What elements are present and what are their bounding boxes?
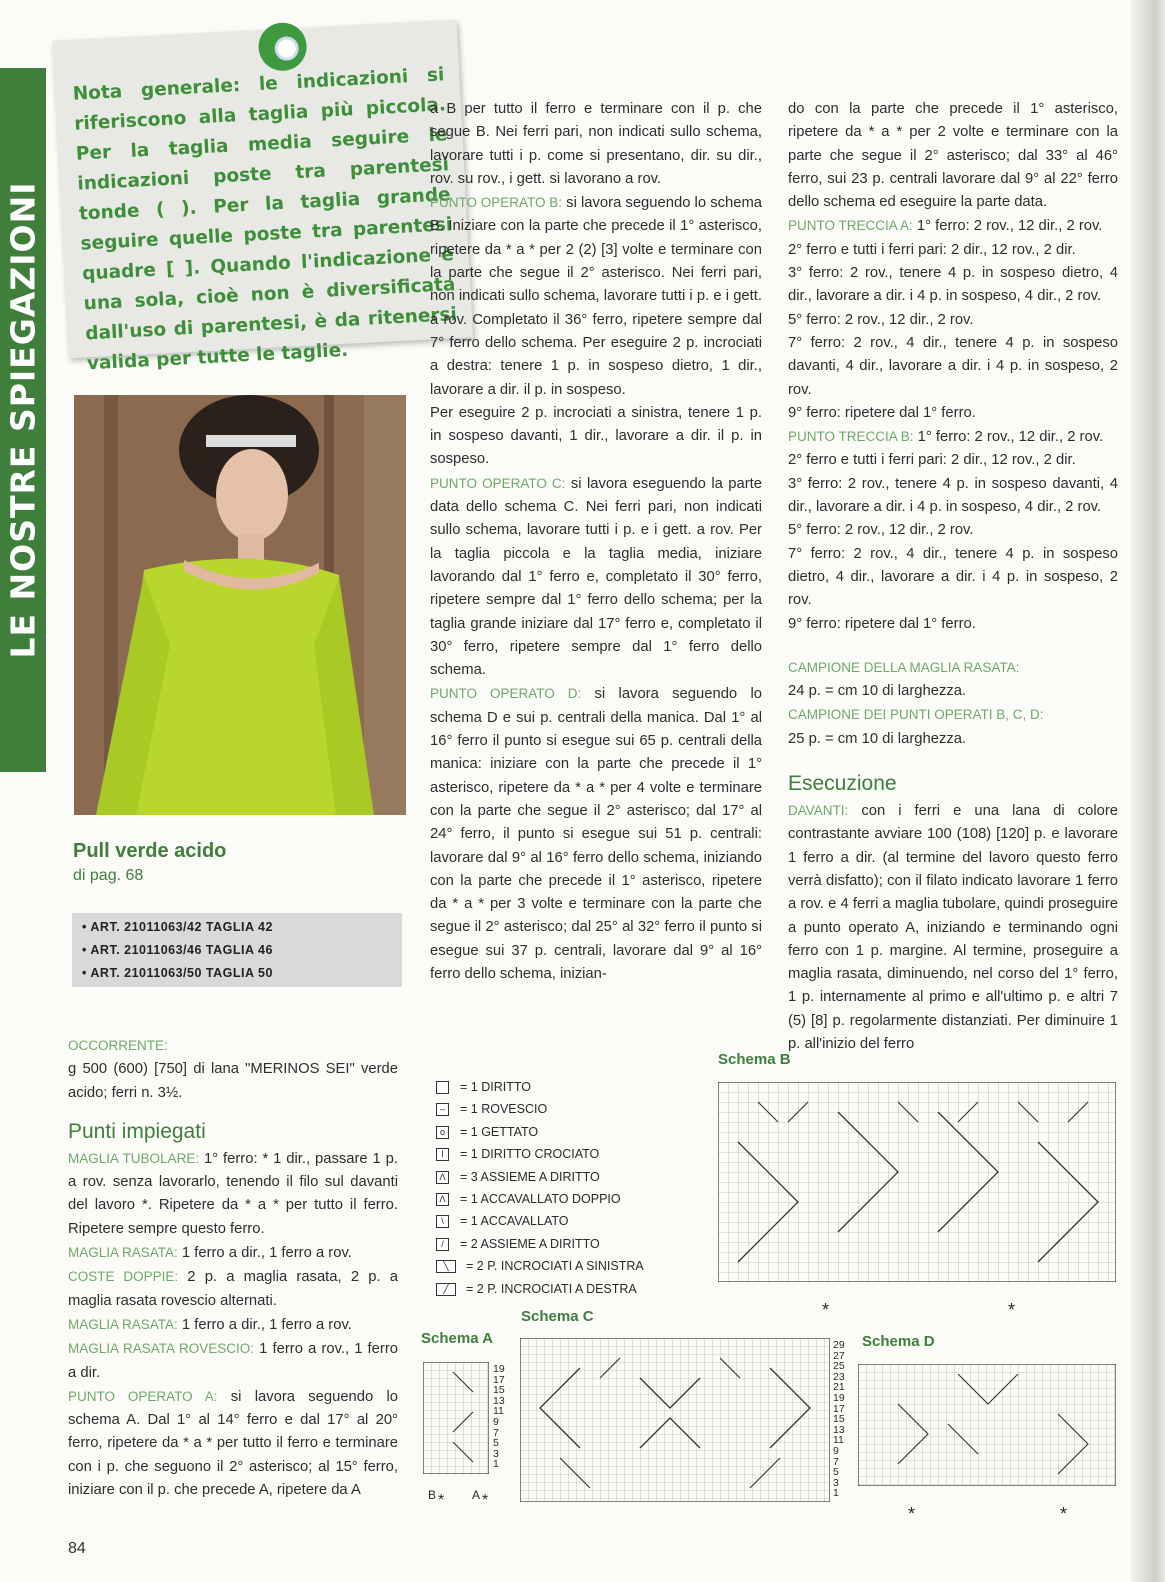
legend-row (436, 1278, 706, 1300)
legend-row (436, 1166, 706, 1188)
row-number: 9 (493, 1415, 499, 1428)
stitch-text: 1 ferro a dir., 1 ferro a rov. (177, 1245, 352, 1262)
stitch-label: PUNTO TRECCIA B: (788, 429, 914, 445)
stitch-label: MAGLIA RASATA: (68, 1245, 178, 1261)
column-1 (68, 1034, 398, 1502)
legend-row (436, 1143, 706, 1165)
gauge-text: 24 p. = cm 10 di larghezza. (788, 683, 967, 700)
schema-b-star: * (822, 1300, 830, 1320)
gauge-text: 25 p. = cm 10 di larghezza. (788, 730, 967, 747)
gauge-label: CAMPIONE DEI PUNTI OPERATI B, C, D: (788, 707, 1044, 723)
stitch-text: 1° ferro: * 1 dir., passare 1 p. a rov. senza lavorarlo, tenendo il filo sul davanti del lavoro *. Ripetere da * a * per tutto il ferro. Ripetere sempre questo ferro. (68, 1150, 399, 1237)
schema-d-star: * (908, 1504, 916, 1524)
schema-c-title: Schema C (521, 1308, 594, 1325)
sweater-illustration (74, 395, 406, 815)
schema-a-star: * (438, 1492, 445, 1509)
stitch-label: MAGLIA TUBOLARE: (68, 1150, 200, 1166)
schema-c-row-numbers (833, 1340, 845, 1499)
row-number: 3 (833, 1476, 839, 1489)
legend-row (436, 1188, 706, 1210)
schema-a-chart (423, 1362, 489, 1474)
stitch-line: 1° ferro: 2 rov., 12 dir., 2 rov. (912, 218, 1103, 235)
schema-b-star: * (1008, 1300, 1016, 1320)
stitch-line: 7° ferro: 2 rov., 4 dir., tenere 4 p. in sospeso davanti, 4 dir., lavorare a dir. i 4 p. in sospeso, 2 rov. (788, 334, 1118, 398)
legend-label: = 2 ASSIEME A DIRITTO (460, 1236, 600, 1251)
occorrente-label: OCCORRENTE: (68, 1038, 168, 1053)
legend-row (436, 1076, 706, 1098)
legend-symbol-icon: ╲ (436, 1260, 456, 1273)
stitch-text: 1 ferro a rov., 1 ferro a dir. (68, 1341, 398, 1381)
legend-label: = 3 ASSIEME A DIRITTO (460, 1169, 600, 1184)
stitch-line: 9° ferro: ripetere dal 1° ferro. (788, 404, 976, 421)
legend-label: = 2 P. INCROCIATI A DESTRA (466, 1281, 637, 1296)
article-item: • ART. 21011063/42 TAGLIA 42 (82, 920, 273, 934)
stitch-text: 1 ferro a dir., 1 ferro a rov. (177, 1316, 352, 1333)
schema-c-chart (520, 1338, 830, 1502)
stitch-text: si lavora eseguendo la parte data dello schema C. Nei ferri pari, non indicati sullo schema, lavorare tutti i p. e i gett. a rov. Per la taglia piccola e la taglia media, iniziare lavorando dal 1° ferro e, completato il 30° ferro, ripetere sempre dal 1° ferro dello schema; per la taglia grande iniziare dal 17° ferro e, completato il 30° ferro, ripetere sempre dal 1° ferro dello schema. (430, 475, 762, 679)
legend-symbol-icon: – (436, 1103, 449, 1116)
article-item: • ART. 21011063/50 TAGLIA 50 (82, 966, 273, 980)
schema-b-title: Schema B (718, 1051, 791, 1068)
legend-label: = 1 ACCAVALLATO DOPPIO (460, 1191, 621, 1206)
general-note-card (52, 20, 473, 375)
row-number: 27 (833, 1349, 845, 1362)
stitch-label: PUNTO TRECCIA A: (788, 218, 913, 234)
column-3 (788, 98, 1118, 1056)
section-tab-label: LE NOSTRE SPIEGAZIONI (3, 181, 43, 659)
esecuzione-title: Esecuzione (788, 772, 897, 796)
legend-label: = 1 ACCAVALLATO (460, 1214, 569, 1229)
row-number: 29 (833, 1339, 845, 1351)
schema-d-star: * (1060, 1504, 1068, 1524)
row-number: 25 (833, 1360, 845, 1373)
stitch-line: 2° ferro e tutti i ferri pari: 2 dir., 12 rov., 2 dir. (788, 241, 1076, 258)
row-number: 19 (833, 1391, 845, 1404)
article-item: • ART. 21011063/46 TAGLIA 46 (82, 943, 273, 957)
row-number: 19 (493, 1363, 505, 1375)
stitch-label: PUNTO OPERATO D: (430, 686, 582, 702)
legend-symbol-icon: o (436, 1126, 449, 1139)
davanti-text: con i ferri e una lana di colore contrastante avviare 100 (108) [120] p. e lavorare 1 ferro a dir. (al termine del lavoro questo ferro verrà disfatto); con il filato indicato lavorare 1 ferro a rov. e 4 ferri a maglia tubolare, quindi proseguire a punto operato A, iniziando e terminando ogni ferro con 1 p. margine. Al termine, proseguire a maglia rasata, diminuendo, nel corso del 1° ferro, 1 p. internamente al primo e all'ultimo p. e altri 7 (5) [8] p. regolarmente distanziati. Per diminuire 1 p. all'inizio del ferro (788, 803, 1118, 1052)
stitch-label: PUNTO OPERATO A: (68, 1388, 218, 1404)
schema-d-chart (858, 1364, 1116, 1486)
legend-row (436, 1233, 706, 1255)
article-list (72, 913, 402, 987)
schema-a-mark-a: A (472, 1488, 481, 1502)
column-2 (430, 98, 762, 986)
row-number: 7 (833, 1455, 839, 1468)
schema-d-title: Schema D (862, 1333, 935, 1350)
row-number: 9 (833, 1444, 839, 1457)
section-tab (0, 68, 46, 772)
stitch-line: 2° ferro e tutti i ferri pari: 2 dir., 12 rov., 2 dir. (788, 452, 1076, 469)
stitch-label: MAGLIA RASATA: (68, 1316, 178, 1332)
punti-title: Punti impiegati (68, 1119, 206, 1143)
row-number: 11 (493, 1405, 504, 1418)
legend-row (436, 1098, 706, 1120)
row-number: 1 (493, 1458, 499, 1471)
row-number: 13 (493, 1394, 505, 1407)
legend-symbol-icon: / (436, 1238, 449, 1251)
row-number: 7 (493, 1426, 499, 1439)
row-number: 17 (833, 1402, 845, 1415)
legend-row (436, 1255, 706, 1277)
row-number: 17 (493, 1373, 505, 1386)
schema-a-row-numbers (493, 1364, 505, 1470)
legend-label: = 2 P. INCROCIATI A SINISTRA (466, 1259, 644, 1274)
legend-label: = 1 DIRITTO CROCIATO (460, 1147, 600, 1162)
row-number: 11 (833, 1434, 844, 1447)
row-number: 21 (833, 1381, 845, 1394)
legend-symbol-icon: Λ (436, 1193, 449, 1206)
legend-symbol-icon: \ (436, 1215, 449, 1228)
schema-a-mark-b: B (428, 1488, 437, 1502)
schema-b-chart (718, 1082, 1116, 1282)
legend-symbol-icon: ╱ (436, 1283, 456, 1296)
product-title: Pull verde acido (73, 840, 227, 862)
paragraph: do con la parte che precede il 1° asterisco, ripetere da * a * per 2 volte e terminare con la parte che segue il 2° asterisco; dal 33° al 46° ferro, sui 23 p. centrali lavorare dal 9° al 22° ferro dello schema ed eseguire la parte data. (788, 101, 1118, 211)
legend-symbol-icon: I (436, 1148, 449, 1161)
stitch-line: 5° ferro: 2 rov., 12 dir., 2 rov. (788, 522, 974, 539)
paragraph: a B per tutto il ferro e terminare con il p. che segue B. Nei ferri pari, non indicati sullo schema, lavorare tutti i p. come si presentano, dir. su dir., rov. su rov., i gett. si lavorano a rov. (430, 101, 762, 187)
row-number: 23 (833, 1370, 845, 1383)
product-subtitle: di pag. 68 (73, 867, 144, 884)
stitch-label: PUNTO OPERATO C: (430, 475, 566, 491)
row-number: 3 (493, 1447, 499, 1460)
symbol-legend (436, 1076, 706, 1300)
davanti-label: DAVANTI: (788, 803, 849, 819)
stitch-text: si lavora seguendo lo schema B. Iniziare con la parte che precede il 1° asterisco, ripetere da * a * per 2 (2) [3] volte e terminare con la parte che segue il 2° asterisco. Nei ferri pari, non indicati sullo schema, lavorare tutti i p. e i gett. a rov. Completato il 36° ferro, ripetere sempre dal 7° ferro dello schema. Per eseguire 2 p. incrociati a destra: tenere 1 p. in sospeso dietro, 1 dir., lavorare a dir. il p. in sospeso. (430, 195, 763, 398)
stitch-label: MAGLIA RASATA ROVESCIO: (68, 1341, 255, 1357)
stitch-line: 1° ferro: 2 rov., 12 dir., 2 rov. (913, 429, 1104, 446)
stitch-label: PUNTO OPERATO B: (430, 195, 563, 211)
pin-icon (257, 22, 307, 72)
legend-symbol-icon: Λ (436, 1171, 449, 1184)
occorrente-text: g 500 (600) [750] di lana "MERINOS SEI" verde acido; ferri n. 3½. (68, 1061, 398, 1101)
stitch-line: 5° ferro: 2 rov., 12 dir., 2 rov. (788, 311, 974, 328)
legend-row (436, 1121, 706, 1143)
paragraph: Per eseguire 2 p. incrociati a sinistra, tenere 1 p. in sospeso davanti, 1 dir., lavorare a dir. il p. in sospeso. (430, 404, 762, 468)
stitch-line: 3° ferro: 2 rov., tenere 4 p. in sospeso davanti, 4 dir., lavorare a dir. i 4 p. in sospeso, 4 dir., 2 rov. (788, 475, 1118, 516)
row-number: 15 (493, 1384, 505, 1397)
page-gutter-shadow (1131, 0, 1165, 1582)
row-number: 13 (833, 1423, 845, 1436)
row-number: 1 (833, 1487, 839, 1500)
gauge-label: CAMPIONE DELLA MAGLIA RASATA: (788, 659, 1020, 675)
legend-symbol-icon (436, 1081, 449, 1094)
schema-a-star: * (482, 1492, 489, 1509)
stitch-line: 7° ferro: 2 rov., 4 dir., tenere 4 p. in sospeso dietro, 4 dir., lavorare a dir. i 4 p. in sospeso, 2 rov. (788, 545, 1118, 609)
legend-label: = 1 GETTATO (460, 1124, 539, 1139)
stitch-text: 2 p. a maglia rasata, 2 p. a maglia rasata rovescio alternati. (68, 1269, 398, 1309)
legend-label: = 1 ROVESCIO (460, 1102, 548, 1117)
stitch-line: 9° ferro: ripetere dal 1° ferro. (788, 615, 976, 632)
model-photo (74, 395, 406, 815)
legend-row (436, 1210, 706, 1232)
row-number: 5 (493, 1437, 499, 1450)
legend-label: = 1 DIRITTO (460, 1080, 531, 1094)
stitch-line: 3° ferro: 2 rov., tenere 4 p. in sospeso dietro, 4 dir., lavorare a dir. i 4 p. in sospeso, 4 dir., 2 rov. (788, 265, 1118, 305)
row-number: 5 (833, 1466, 839, 1479)
stitch-label: COSTE DOPPIE: (68, 1269, 179, 1285)
schema-a-title: Schema A (421, 1330, 493, 1347)
page-number: 84 (68, 1540, 86, 1557)
row-number: 15 (833, 1413, 845, 1426)
general-note-text: Nota generale: le indicazioni si riferiscono alla taglia più piccola. Per la taglia media seguire le indicazioni poste tra parentesi tonde ( ). Per la taglia grande seguire quelle poste tra parentesi quadre [ ]. Quando l'indicazione è una sola, cioè non è diversificata dall'uso di parentesi, è da ritenersi valida per tutte le taglie. (72, 64, 458, 375)
stitch-text: si lavora seguendo lo schema D e sui p. centrali della manica. Dal 1° al 16° ferro il punto si esegue sui 65 p. centrali della manica: iniziare con la parte che precede il 1° asterisco, ripetere da * a * per 4 volte e terminare con la parte che segue il 2° asterisco; dal 17° al 24° ferro, il punto si esegue sui 51 p. centrali: lavorare dal 9° al 16° ferro dello schema, iniziando con la parte che precede il 1° asterisco, ripetere da * a * per 3 volte e terminare con la parte che segue il 2° asterisco; dal 25° al 32° ferro il punto si esegue sui 37 p. centrali, lavorare dal 9° al 16° ferro dello schema, inizian- (430, 686, 762, 982)
stitch-text: si lavora seguendo lo schema A. Dal 1° al 14° ferro e dal 17° al 20° ferro, ripetere da * a * per tutto il ferro e terminare con i p. che seguono il 2° asterisco; al 15° ferro, iniziare con il p. che precede A, ripetere da A (68, 1388, 398, 1499)
